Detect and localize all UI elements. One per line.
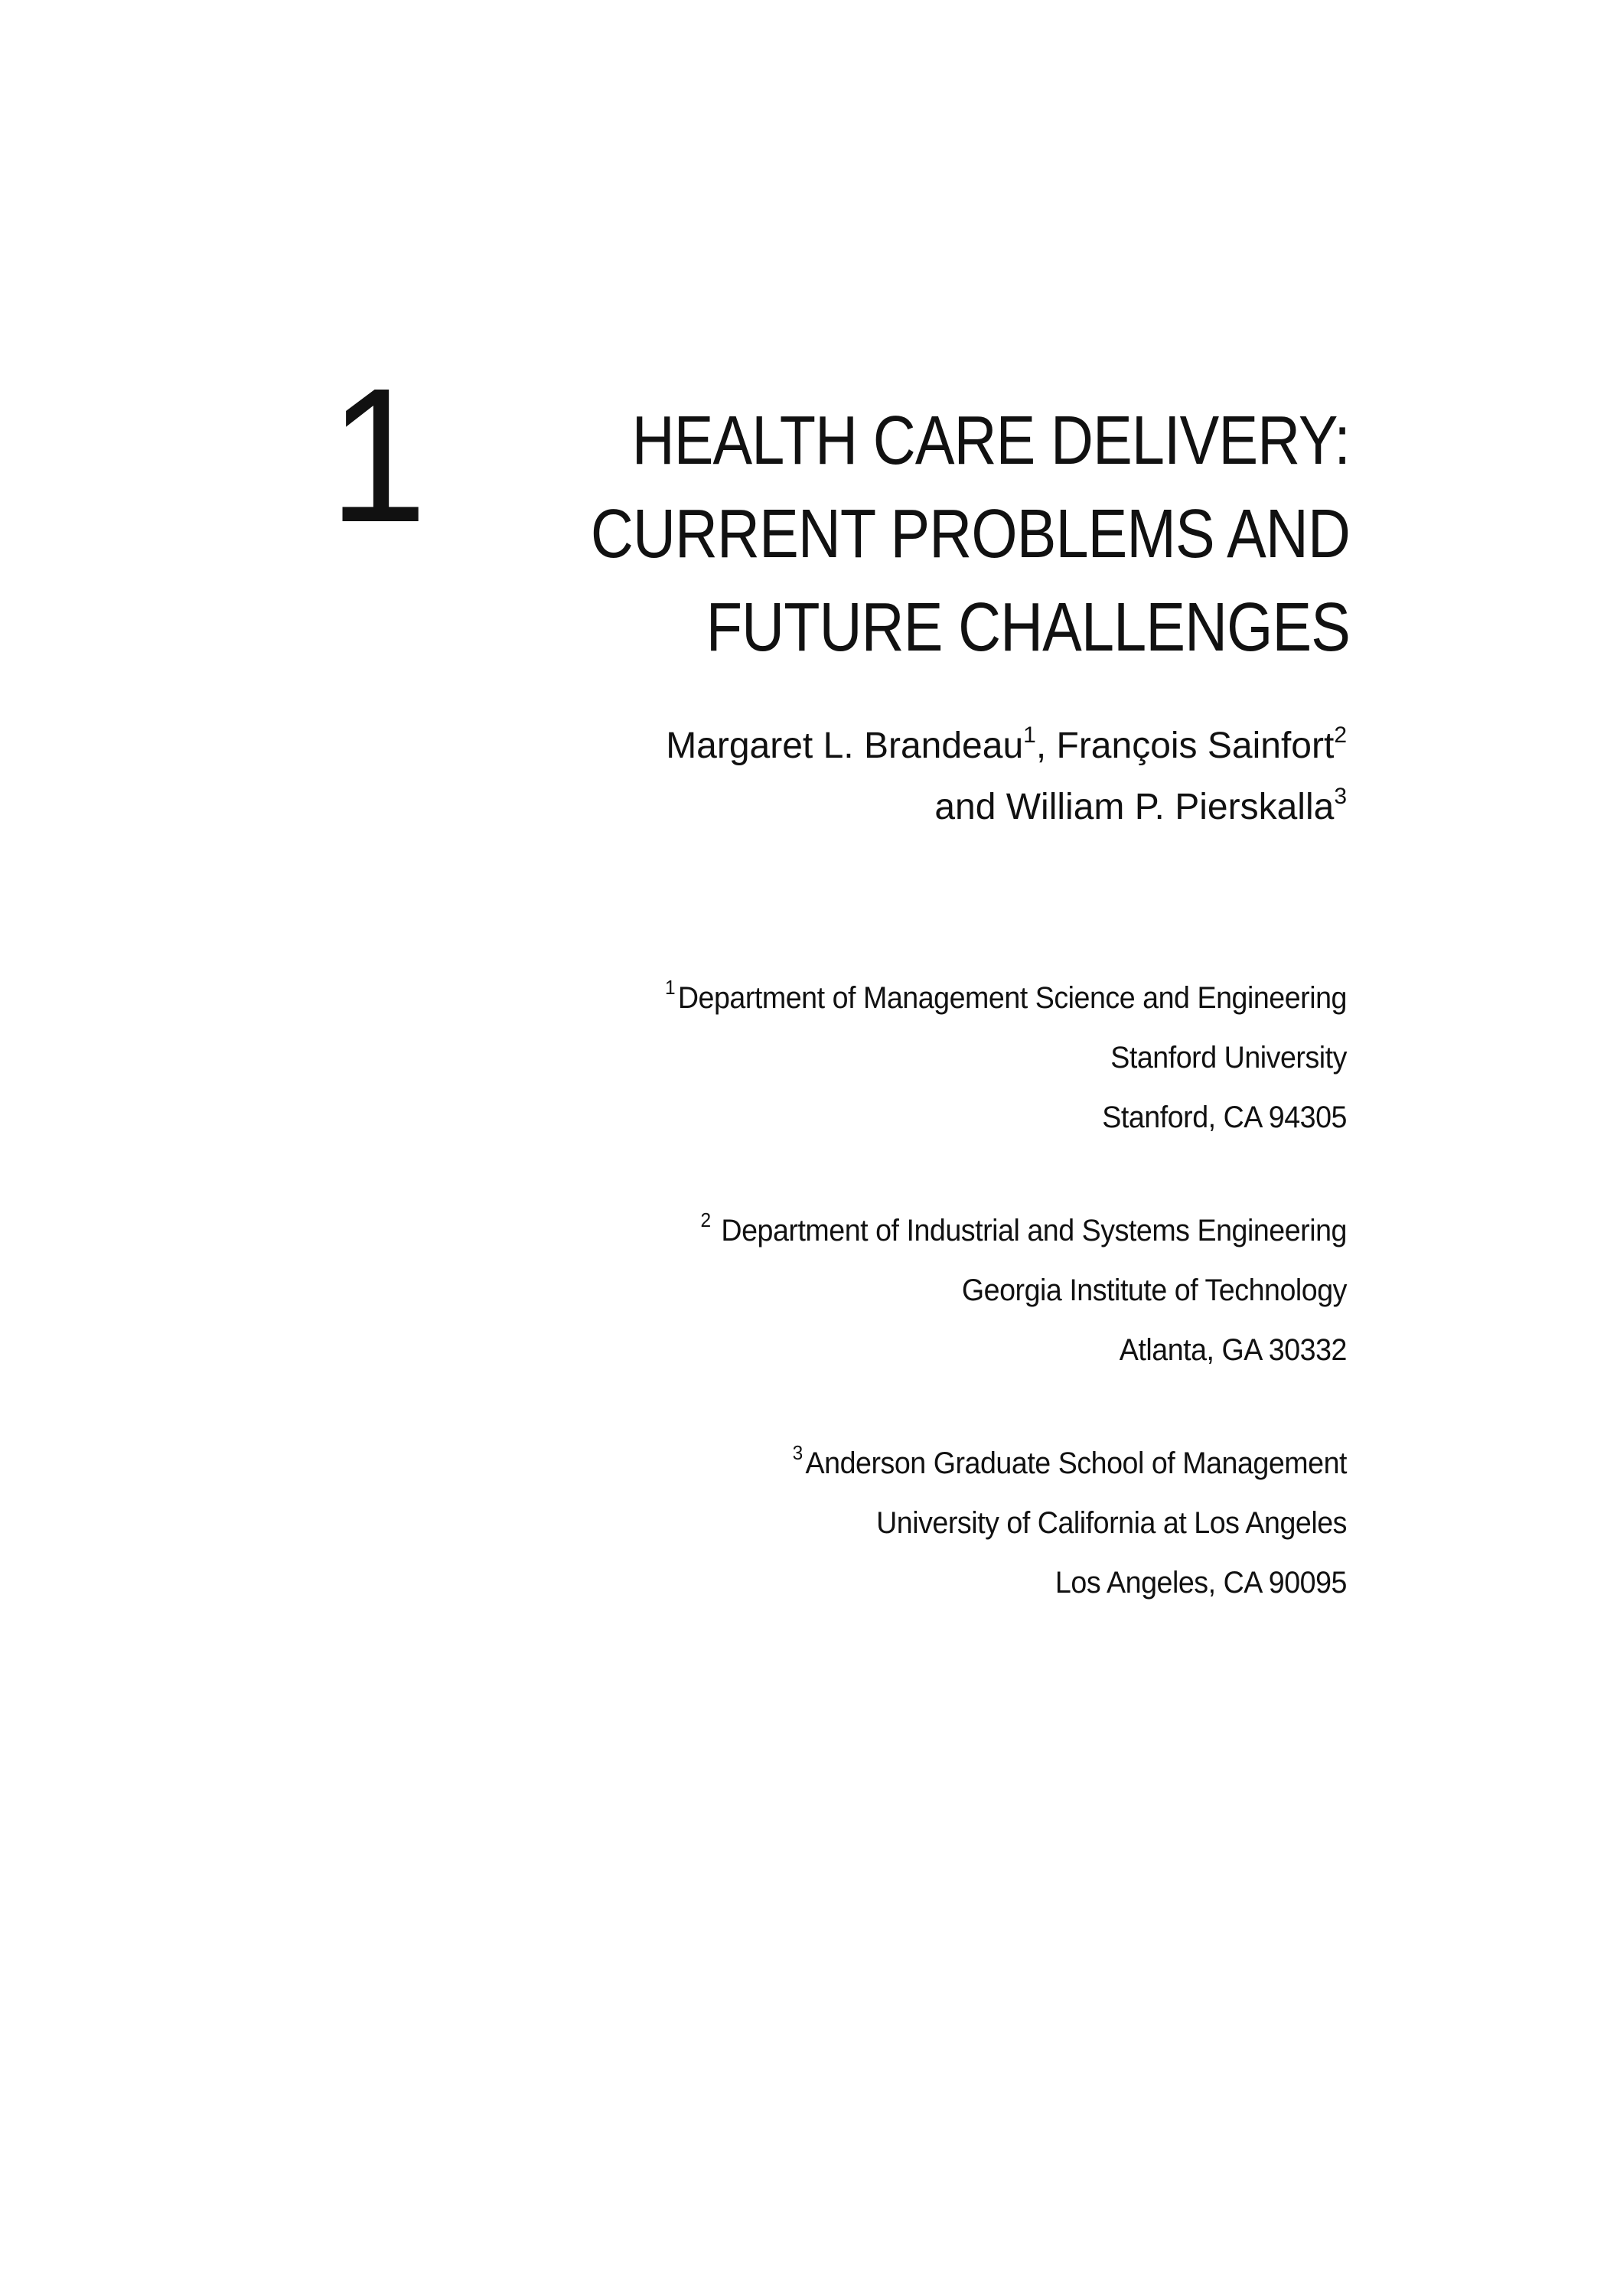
affiliation-marker: 2 [700,1208,711,1231]
affiliation-georgia-tech [275,1201,1347,1380]
affiliation-stanford [275,968,1347,1147]
affiliation-department: Department of Management Science and Engineering [677,981,1347,1015]
chapter-title [355,394,1350,674]
affiliation-institution: Georgia Institute of Technology [961,1274,1347,1307]
affiliation-address: Stanford, CA 94305 [1102,1101,1347,1134]
affiliation-department: Department of Industrial and Systems Engineering [713,1214,1347,1247]
chapter-number: 1 [329,348,425,562]
affiliation-line [340,968,1347,1028]
chapter-title-line-3: FUTURE CHALLENGES [706,589,1350,666]
author-name-pierskalla: William P. Pierskalla [1006,787,1335,827]
affiliation-marker: 1 [664,976,676,999]
affiliation-address: Atlanta, GA 30332 [1119,1333,1347,1367]
author-footnote-marker: 1 [1023,722,1036,748]
affiliation-marker: 3 [792,1441,803,1464]
chapter-title-line-1: HEALTH CARE DELIVERY: [631,403,1350,479]
chapter-title-line-2: CURRENT PROBLEMS AND [590,496,1350,572]
affiliation-department: Anderson Graduate School of Management [805,1446,1347,1480]
author-line-2 [352,777,1347,838]
author-line-1 [352,716,1347,777]
author-separator: , [1035,726,1057,766]
affiliation-line [340,1433,1347,1493]
author-name-sainfort: François Sainfort [1056,726,1335,766]
author-footnote-marker: 2 [1334,722,1347,748]
author-name-brandeau: Margaret L. Brandeau [666,726,1024,766]
affiliation-line [340,1201,1347,1261]
affiliations [275,968,1347,1666]
author-list [352,716,1347,838]
affiliation-institution: Stanford University [1110,1041,1347,1075]
affiliation-ucla [275,1433,1347,1613]
author-footnote-marker: 3 [1334,784,1347,809]
author-conjunction: and [934,787,1006,827]
affiliation-address: Los Angeles, CA 90095 [1054,1566,1347,1600]
affiliation-institution: University of California at Los Angeles [876,1506,1347,1540]
